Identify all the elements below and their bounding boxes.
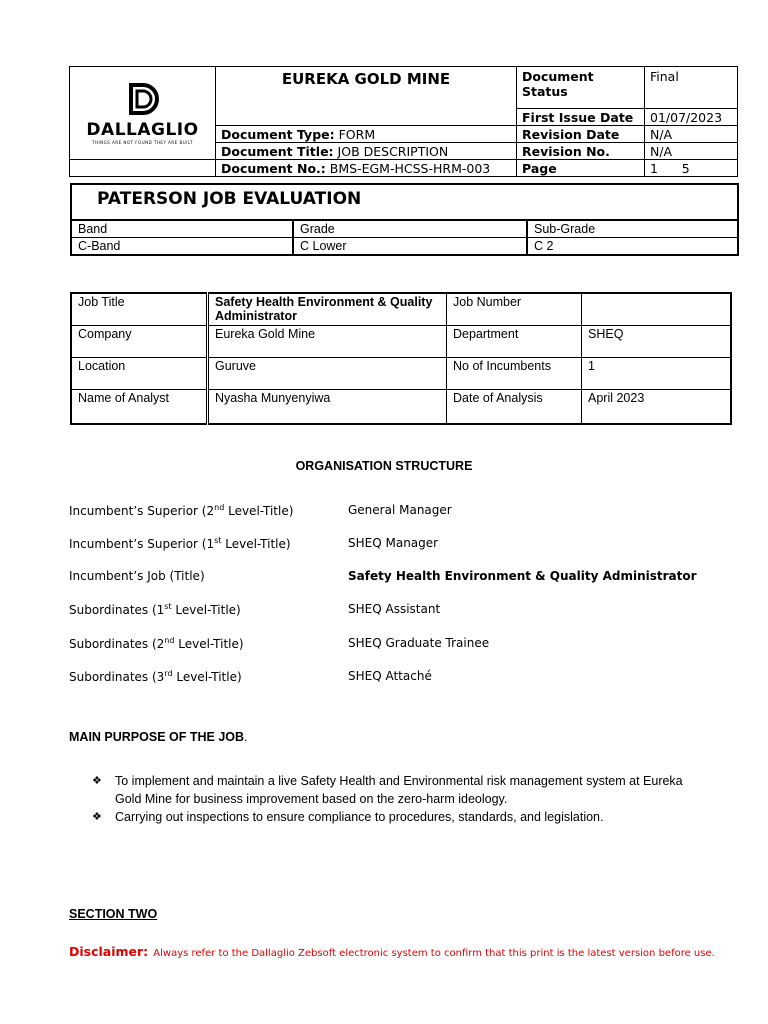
main-purpose-list (92, 772, 692, 826)
paterson-title: PATERSON JOB EVALUATION (97, 189, 362, 209)
revision-date-value: N/A (645, 126, 738, 143)
doc-type-cell (216, 126, 517, 143)
doc-no-value: BMS-EGM-HCSS-HRM-003 (329, 160, 491, 176)
department-value: SHEQ (582, 326, 732, 358)
diamond-bullet-icon: ❖ (92, 811, 102, 823)
analyst-value: Nyasha Munyenyiwa (208, 390, 447, 425)
analyst-label: Name of Analyst (71, 390, 208, 425)
grade-header: Grade (294, 221, 526, 238)
list-item (92, 808, 692, 826)
list-item-text: Carrying out inspections to ensure compliance to procedures, standards, and legislation. (115, 810, 604, 824)
analysis-date-value: April 2023 (582, 390, 732, 425)
logo-spacer (70, 160, 216, 177)
grade-value: C Lower (300, 239, 347, 253)
doc-title-label: Document Title: (221, 143, 334, 159)
paterson-grid (72, 219, 737, 254)
first-issue-label: First Issue Date (517, 109, 645, 126)
org-row-label: Incumbent’s Superior (2nd Level-Title) (69, 503, 294, 518)
revision-no-value: N/A (645, 143, 738, 160)
status-label: Document Status (517, 67, 645, 109)
first-issue-value: 01/07/2023 (645, 109, 738, 126)
revision-no-label: Revision No. (517, 143, 645, 160)
org-row-value: Safety Health Environment & Quality Administrator (348, 569, 697, 583)
org-row-label: Subordinates (3rd Level-Title) (69, 669, 242, 684)
band-column (72, 221, 294, 254)
disclaimer-label: Disclaimer: (69, 944, 149, 959)
mine-name: EUREKA GOLD MINE (216, 67, 517, 126)
doc-title-value: JOB DESCRIPTION (337, 143, 449, 159)
subgrade-column (528, 221, 737, 254)
incumbents-label: No of Incumbents (447, 358, 582, 390)
doc-no-label: Document No.: (221, 160, 326, 176)
main-purpose-title: MAIN PURPOSE OF THE JOB. (69, 730, 248, 744)
job-title-label: Job Title (71, 293, 208, 326)
page-label: Page (517, 160, 645, 177)
org-row-label: Subordinates (1st Level-Title) (69, 602, 241, 617)
grade-column (294, 221, 528, 254)
logo-wordmark: DALLAGLIO (86, 120, 199, 140)
subgrade-header: Sub-Grade (528, 221, 737, 238)
job-title-value: Safety Health Environment & Quality Administrator (208, 293, 447, 326)
revision-date-label: Revision Date (517, 126, 645, 143)
doc-title-cell (216, 143, 517, 160)
dallaglio-logo-icon (103, 81, 183, 121)
status-value: Final (645, 67, 738, 109)
incumbents-value: 1 (582, 358, 732, 390)
org-row-value: SHEQ Attaché (348, 669, 432, 683)
org-row-label: Incumbent’s Superior (1st Level-Title) (69, 536, 291, 551)
table-row (71, 390, 731, 425)
list-item-text: To implement and maintain a live Safety Health and Environmental risk management system at Eureka Gold Mine for business improvement based on the zero-harm ideology. (115, 774, 683, 806)
company-logo (70, 67, 216, 160)
document-header-table (69, 66, 738, 177)
location-value: Guruve (208, 358, 447, 390)
company-value: Eureka Gold Mine (208, 326, 447, 358)
org-row-value: SHEQ Graduate Trainee (348, 636, 490, 650)
doc-type-value: FORM (338, 126, 376, 142)
org-row-value: SHEQ Manager (348, 536, 439, 550)
paterson-evaluation-box (70, 183, 739, 256)
list-item (92, 772, 692, 808)
job-number-value (582, 293, 732, 326)
org-structure-title: ORGANISATION STRUCTURE (295, 459, 473, 473)
table-row (71, 326, 731, 358)
logo-tagline: THINGS ARE NOT FOUND THEY ARE BUILT (92, 140, 193, 145)
org-row-label: Subordinates (2nd Level-Title) (69, 636, 244, 651)
band-header: Band (72, 221, 292, 238)
band-value: C-Band (78, 239, 121, 253)
job-details-table (70, 292, 732, 425)
analysis-date-label: Date of Analysis (447, 390, 582, 425)
subgrade-value: C 2 (534, 239, 554, 253)
disclaimer (69, 941, 715, 960)
diamond-bullet-icon: ❖ (92, 775, 102, 787)
org-row-value: SHEQ Assistant (348, 602, 441, 616)
company-label: Company (71, 326, 208, 358)
org-row-label: Incumbent’s Job (Title) (69, 569, 205, 583)
table-row (71, 293, 731, 326)
doc-no-cell (216, 160, 517, 177)
job-number-label: Job Number (447, 293, 582, 326)
location-label: Location (71, 358, 208, 390)
department-label: Department (447, 326, 582, 358)
page-value: 1 5 (645, 160, 738, 177)
org-row-value: General Manager (348, 503, 452, 517)
doc-type-label: Document Type: (221, 126, 335, 142)
table-row (71, 358, 731, 390)
section-two-heading: SECTION TWO (69, 907, 158, 921)
disclaimer-text: Always refer to the Dallaglio Zebsoft electronic system to confirm that this print is the latest version before use. (153, 948, 715, 959)
